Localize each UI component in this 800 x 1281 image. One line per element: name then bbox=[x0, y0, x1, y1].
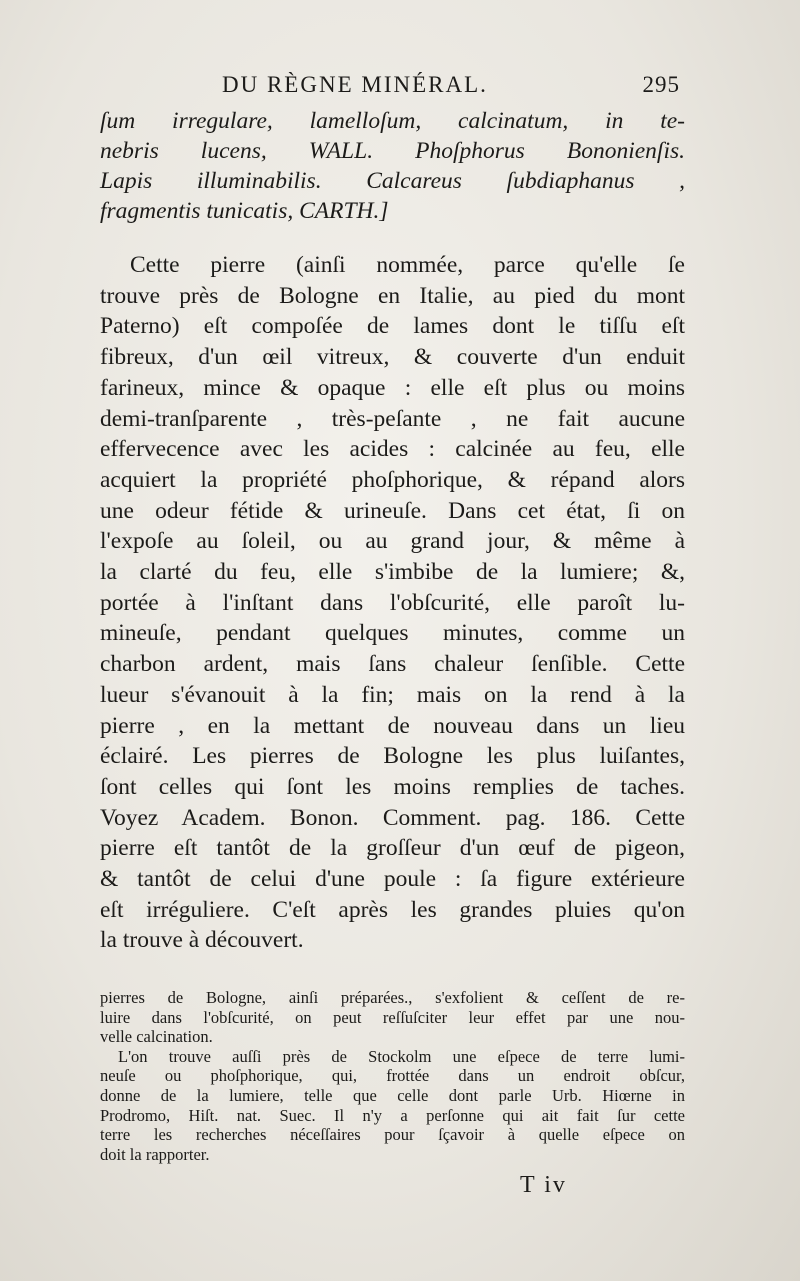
intro-citation bbox=[100, 106, 685, 226]
body-line: Paterno) eſt compoſée de lames dont le tiſſu eſt bbox=[100, 313, 685, 340]
note-line: L'on trouve auſſi près de Stockolm une eſpece de terre lumi- bbox=[118, 1046, 685, 1066]
note-line: luire dans l'obſcurité, on peut reſſuſciter leur effet par une nou- bbox=[100, 1007, 685, 1027]
main-paragraph bbox=[100, 250, 685, 956]
page-number: 295 bbox=[642, 72, 680, 97]
body-line: trouve près de Bologne en Italie, au pied du mont bbox=[100, 282, 685, 309]
intro-line: fragmentis tunicatis, CARTH.] bbox=[100, 198, 389, 224]
note-line: neuſe ou phoſphorique, qui, frottée dans un endroit obſcur, bbox=[100, 1066, 685, 1086]
body-line: demi-tranſparente , très-peſante , ne fait aucune bbox=[100, 405, 685, 432]
body-line: acquiert la propriété phoſphorique, & répand alors bbox=[100, 466, 685, 493]
footnote-block bbox=[100, 988, 685, 1164]
body-line: pierre , en la mettant de nouveau dans un lieu bbox=[100, 712, 685, 739]
note-line: pierres de Bologne, ainſi préparées., s'exfolient & ceſſent de re- bbox=[100, 988, 685, 1007]
body-line: farineux, mince & opaque : elle eſt plus ou moins bbox=[100, 374, 685, 401]
note-line: velle calcination. bbox=[100, 1027, 213, 1047]
intro-line: Lapis illuminabilis. Calcareus ſubdiaphanus , bbox=[100, 168, 685, 194]
note-line: Prodromo, Hiſt. nat. Suec. Il n'y a perſonne qui ait fait ſur cette bbox=[100, 1105, 685, 1125]
body-line: une odeur fétide & urineuſe. Dans cet état, ſi on bbox=[100, 497, 685, 524]
intro-line: ſum irregulare, lamelloſum, calcinatum, in te- bbox=[100, 108, 685, 134]
body-line: Voyez Academ. Bonon. Comment. pag. 186. Cette bbox=[100, 804, 685, 831]
body-line: effervecence avec les acides : calcinée au feu, elle bbox=[100, 436, 685, 463]
body-line: eſt irréguliere. C'eſt après les grandes pluies qu'on bbox=[100, 896, 685, 923]
signature-mark: T iv bbox=[520, 1172, 567, 1198]
body-line: charbon ardent, mais ſans chaleur ſenſible. Cette bbox=[100, 651, 685, 678]
body-line: Cette pierre (ainſi nommée, parce qu'elle ſe bbox=[130, 252, 685, 278]
note-line: terre les recherches néceſſaires pour ſçavoir à quelle eſpece on bbox=[100, 1125, 685, 1145]
body-line: pierre eſt tantôt de la groſſeur d'un œuf de pigeon, bbox=[100, 835, 685, 862]
body-line: la trouve à découvert. bbox=[100, 927, 304, 954]
body-line: ſont celles qui ſont les moins remplies de taches. bbox=[100, 773, 685, 800]
intro-line: nebris lucens, WALL. Phoſphorus Bononienſis. bbox=[100, 138, 685, 164]
body-line: l'expoſe au ſoleil, ou au grand jour, & même à bbox=[100, 528, 685, 555]
note-line: doit la rapporter. bbox=[100, 1144, 210, 1164]
body-line: mineuſe, pendant quelques minutes, comme un bbox=[100, 620, 685, 647]
running-header bbox=[200, 72, 680, 106]
body-line: fibreux, d'un œil vitreux, & couverte d'un enduit bbox=[100, 344, 685, 371]
body-line: & tantôt de celui d'une poule : ſa figure extérieure bbox=[100, 866, 685, 893]
note-line: donne de la lumiere, telle que celle dont parle Urb. Hiœrne in bbox=[100, 1085, 685, 1105]
body-line: la clarté du feu, elle s'imbibe de la lumiere; &, bbox=[100, 559, 685, 586]
body-line: lueur s'évanouit à la fin; mais on la rend à la bbox=[100, 681, 685, 708]
body-line: portée à l'inſtant dans l'obſcurité, elle paroît lu- bbox=[100, 589, 685, 616]
body-line: éclairé. Les pierres de Bologne les plus luiſantes, bbox=[100, 743, 685, 770]
running-title: DU RÈGNE MINÉRAL. bbox=[222, 72, 488, 97]
